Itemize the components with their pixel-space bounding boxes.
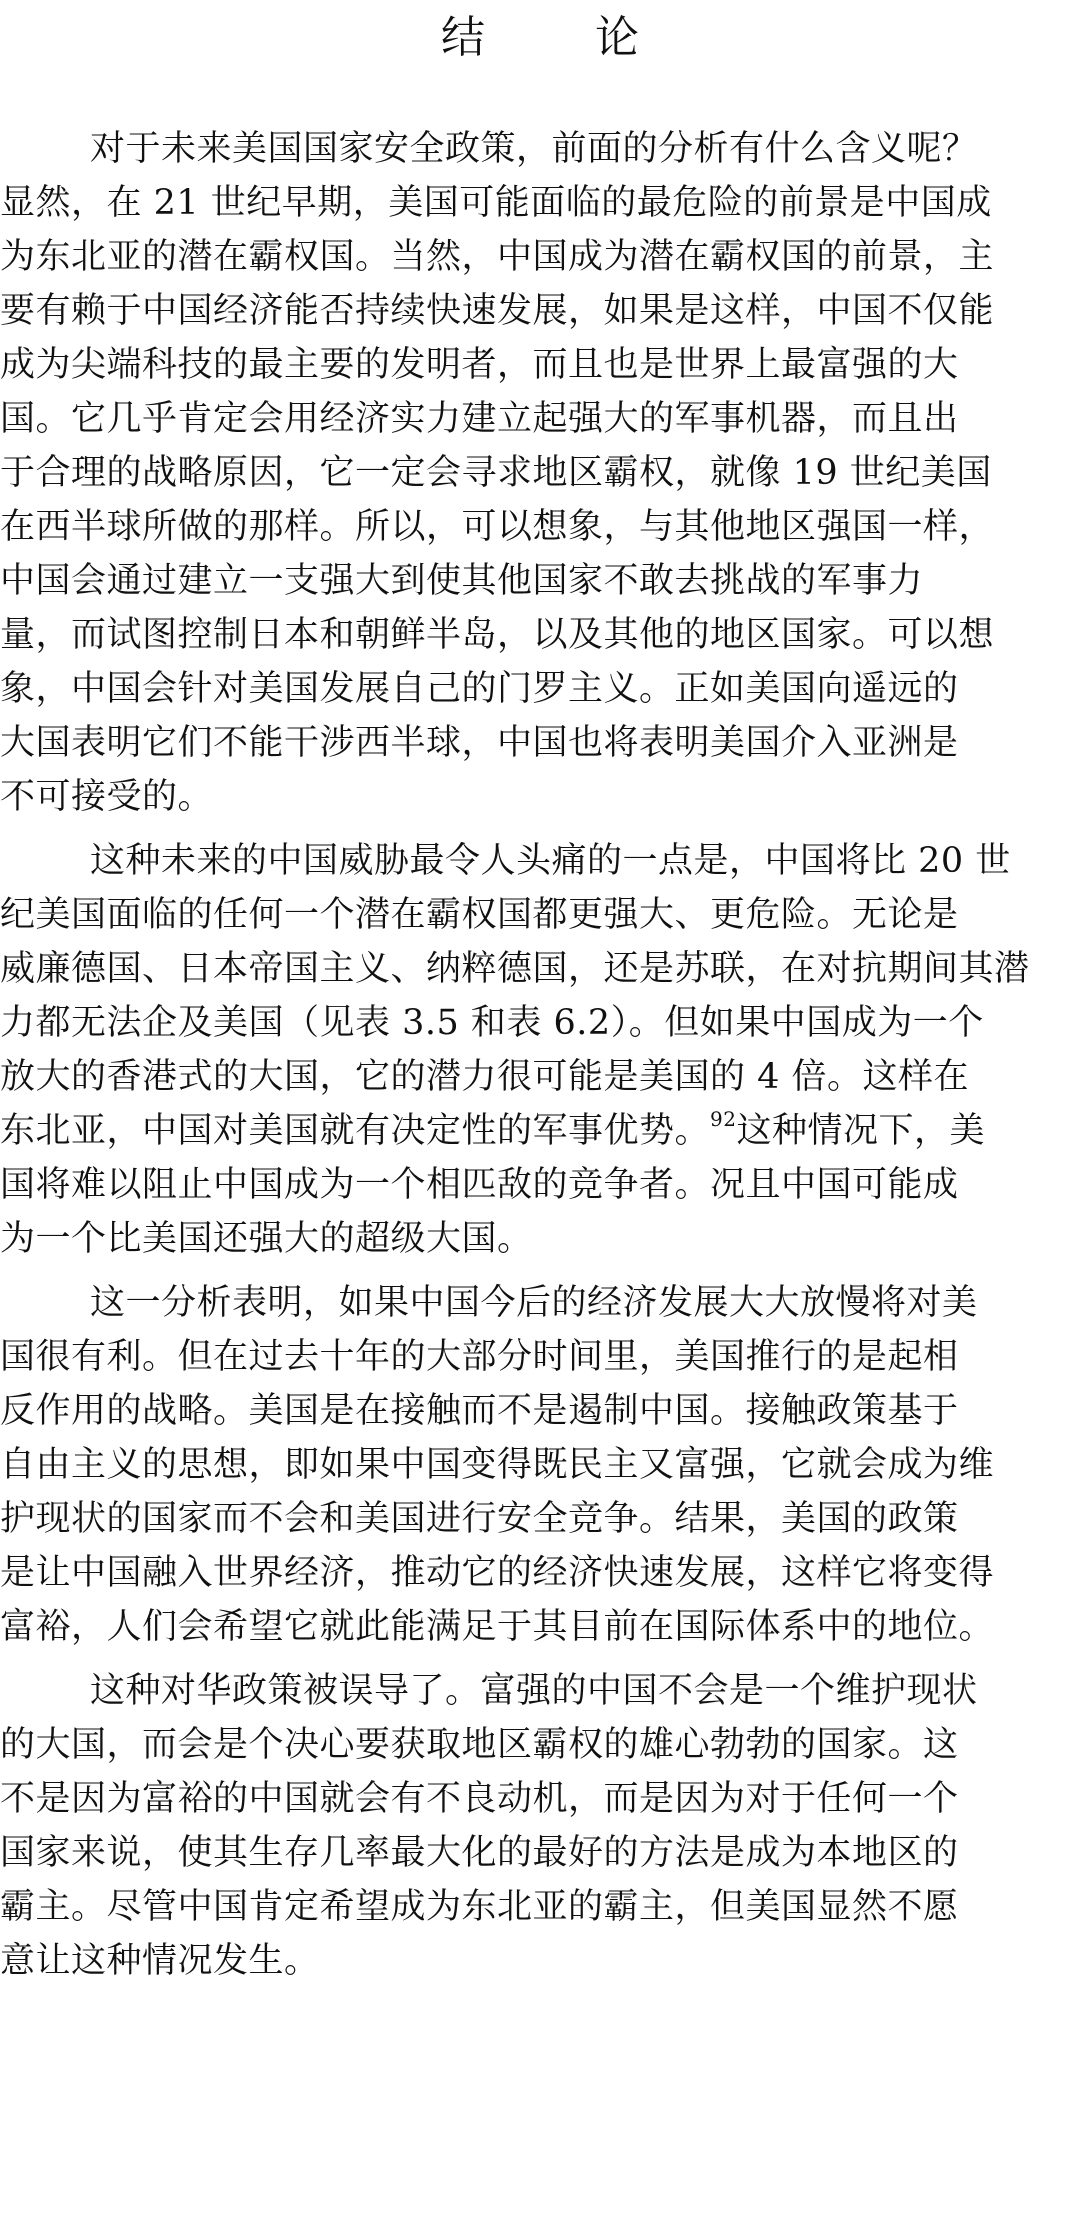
text-line: 纪美国面临的任何一个潜在霸权国都更强大、更危险。无论是 [0, 895, 959, 935]
text-line: 是让中国融入世界经济，推动它的经济快速发展，这样它将变得 [0, 1553, 995, 1593]
text-line: 在西半球所做的那样。所以，可以想象，与其他地区强国一样， [0, 507, 995, 547]
chapter-title-part2: 论 [595, 12, 639, 63]
text-line: 护现状的国家而不会和美国进行安全竞争。结果，美国的政策 [0, 1499, 959, 1539]
text-line: 放大的香港式的大国，它的潜力很可能是美国的 4 倍。这样在 [0, 1057, 970, 1097]
text-line: 成为尖端科技的最主要的发明者，而且也是世界上最富强的大 [0, 345, 959, 385]
text-line: 对于未来美国国家安全政策，前面的分析有什么含义呢？ [90, 129, 978, 169]
text-segment: 这种情况下，美 [736, 1111, 985, 1151]
text-line: 为东北亚的潜在霸权国。当然，中国成为潜在霸权国的前景，主 [0, 237, 995, 277]
text-line: 大国表明它们不能干涉西半球，中国也将表明美国介入亚洲是 [0, 723, 959, 763]
text-line: 这一分析表明，如果中国今后的经济发展大大放慢将对美 [90, 1283, 978, 1323]
text-line: 自由主义的思想，即如果中国变得既民主又富强，它就会成为维 [0, 1445, 995, 1485]
text-segment: 东北亚，中国对美国就有决定性的军事优势。 [0, 1111, 711, 1151]
text-line: 国家来说，使其生存几率最大化的最好的方法是成为本地区的 [0, 1833, 959, 1873]
text-line: 中国会通过建立一支强大到使其他国家不敢去挑战的军事力 [0, 561, 924, 601]
text-line: 不可接受的。 [0, 777, 214, 817]
text-line: 国很有利。但在过去十年的大部分时间里，美国推行的是起相 [0, 1337, 959, 1377]
text-line: 这种对华政策被误导了。富强的中国不会是一个维护现状 [90, 1671, 978, 1711]
text-line: 不是因为富裕的中国就会有不良动机，而是因为对于任何一个 [0, 1779, 959, 1819]
footnote-reference[interactable]: 92 [710, 1107, 737, 1131]
text-line: 国将难以阻止中国成为一个相匹敌的竞争者。况且中国可能成 [0, 1165, 959, 1205]
chapter-title-part1: 结 [441, 12, 485, 63]
text-line-with-footnote [0, 1104, 985, 1158]
text-line: 霸主。尽管中国肯定希望成为东北亚的霸主，但美国显然不愿 [0, 1887, 959, 1927]
chapter-title [0, 10, 1080, 66]
text-line: 的大国，而会是个决心要获取地区霸权的雄心勃勃的国家。这 [0, 1725, 959, 1765]
text-line: 富裕，人们会希望它就此能满足于其目前在国际体系中的地位。 [0, 1607, 995, 1647]
text-line: 为一个比美国还强大的超级大国。 [0, 1219, 533, 1259]
text-line: 意让这种情况发生。 [0, 1941, 320, 1981]
text-line: 量，而试图控制日本和朝鲜半岛，以及其他的地区国家。可以想 [0, 615, 995, 655]
text-line: 要有赖于中国经济能否持续快速发展，如果是这样，中国不仅能 [0, 291, 995, 331]
text-line: 威廉德国、日本帝国主义、纳粹德国，还是苏联，在对抗期间其潜 [0, 949, 1030, 989]
text-line: 反作用的战略。美国是在接触而不是遏制中国。接触政策基于 [0, 1391, 959, 1431]
text-line: 国。它几乎肯定会用经济实力建立起强大的军事机器，而且出 [0, 399, 959, 439]
text-line: 象，中国会针对美国发展自己的门罗主义。正如美国向遥远的 [0, 669, 959, 709]
text-line: 显然，在 21 世纪早期，美国可能面临的最危险的前景是中国成 [0, 183, 992, 223]
text-line: 力都无法企及美国（见表 3.5 和表 6.2）。但如果中国成为一个 [0, 1003, 984, 1043]
text-line: 这种未来的中国威胁最令人头痛的一点是，中国将比 20 世 [90, 841, 1011, 881]
text-line: 于合理的战略原因，它一定会寻求地区霸权，就像 19 世纪美国 [0, 453, 992, 493]
